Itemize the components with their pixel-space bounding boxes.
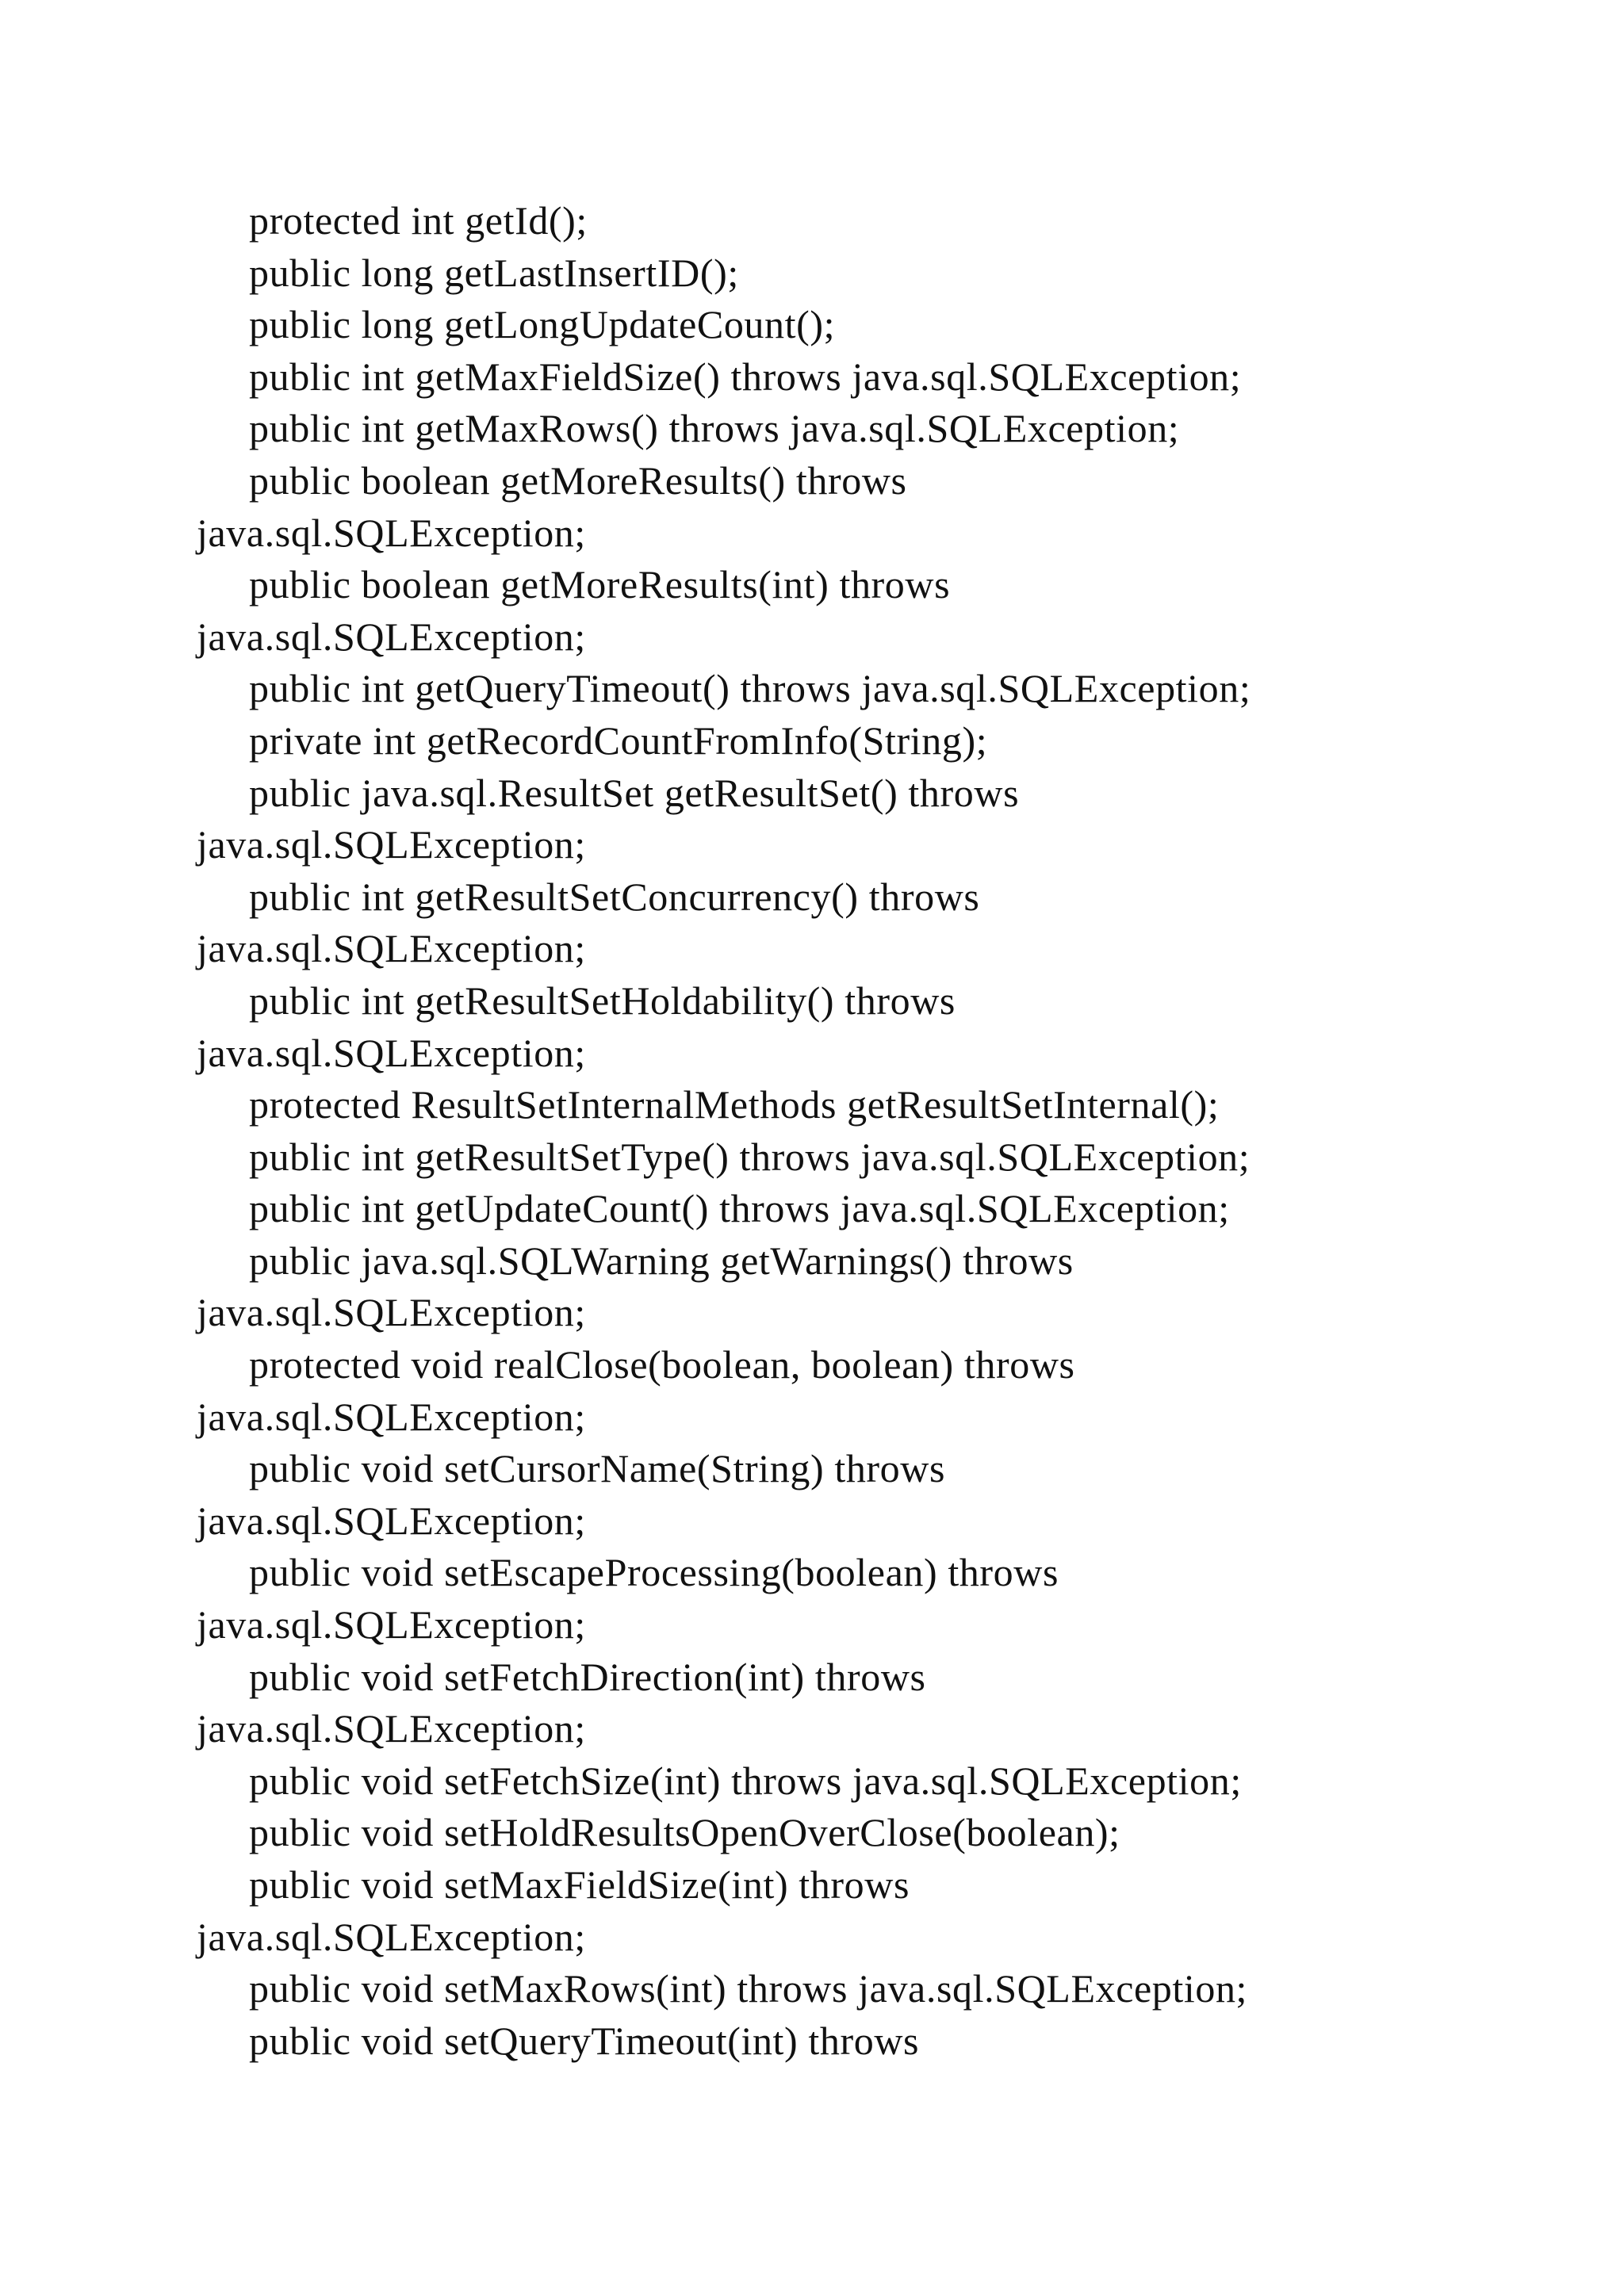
code-line: public int getMaxRows() throws java.sql.SQLException; xyxy=(249,406,1180,451)
code-line: public void setHoldResultsOpenOverClose(boolean); xyxy=(249,1810,1120,1855)
code-line: public boolean getMoreResults(int) throws xyxy=(249,562,951,607)
code-line: public void setQueryTimeout(int) throws xyxy=(249,2018,920,2063)
code-line: public int getUpdateCount() throws java.sql.SQLException; xyxy=(249,1186,1230,1231)
code-listing xyxy=(197,195,1465,2067)
code-line: public void setCursorName(String) throws xyxy=(249,1446,946,1491)
code-line: public long getLongUpdateCount(); xyxy=(249,302,836,347)
code-line-continuation: java.sql.SQLException; xyxy=(197,1602,586,1647)
code-line-continuation: java.sql.SQLException; xyxy=(197,1706,586,1751)
code-line-continuation: java.sql.SQLException; xyxy=(197,1030,586,1075)
code-line-continuation: java.sql.SQLException; xyxy=(197,1290,586,1335)
code-line: protected void realClose(boolean, boolean) throws xyxy=(249,1342,1075,1387)
code-line-continuation: java.sql.SQLException; xyxy=(197,1498,586,1543)
code-line: public boolean getMoreResults() throws xyxy=(249,457,907,503)
code-line: public java.sql.ResultSet getResultSet() throws xyxy=(249,770,1020,815)
code-line: private int getRecordCountFromInfo(String); xyxy=(249,718,988,763)
code-line-continuation: java.sql.SQLException; xyxy=(197,822,586,867)
code-line-continuation: java.sql.SQLException; xyxy=(197,926,586,971)
code-line: public void setEscapeProcessing(boolean) throws xyxy=(249,1550,1059,1595)
code-line: public int getMaxFieldSize() throws java.sql.SQLException; xyxy=(249,354,1242,399)
code-line: public int getResultSetHoldability() throws xyxy=(249,978,956,1023)
code-line-continuation: java.sql.SQLException; xyxy=(197,1394,586,1439)
code-line: public java.sql.SQLWarning getWarnings() throws xyxy=(249,1238,1074,1283)
code-line: protected ResultSetInternalMethods getResultSetInternal(); xyxy=(249,1082,1220,1127)
code-line: public int getResultSetType() throws java.sql.SQLException; xyxy=(249,1134,1251,1179)
code-line: public void setFetchSize(int) throws java.sql.SQLException; xyxy=(249,1758,1242,1803)
code-line: public void setMaxFieldSize(int) throws xyxy=(249,1862,910,1907)
code-line: public void setFetchDirection(int) throws xyxy=(249,1654,926,1699)
code-line: public int getQueryTimeout() throws java.sql.SQLException; xyxy=(249,666,1251,711)
code-line: public int getResultSetConcurrency() throws xyxy=(249,874,980,919)
code-line: public void setMaxRows(int) throws java.sql.SQLException; xyxy=(249,1966,1248,2011)
code-line: public long getLastInsertID(); xyxy=(249,250,739,295)
code-line-continuation: java.sql.SQLException; xyxy=(197,510,586,555)
code-line: protected int getId(); xyxy=(249,198,588,243)
code-line-continuation: java.sql.SQLException; xyxy=(197,1914,586,1959)
code-line-continuation: java.sql.SQLException; xyxy=(197,614,586,659)
